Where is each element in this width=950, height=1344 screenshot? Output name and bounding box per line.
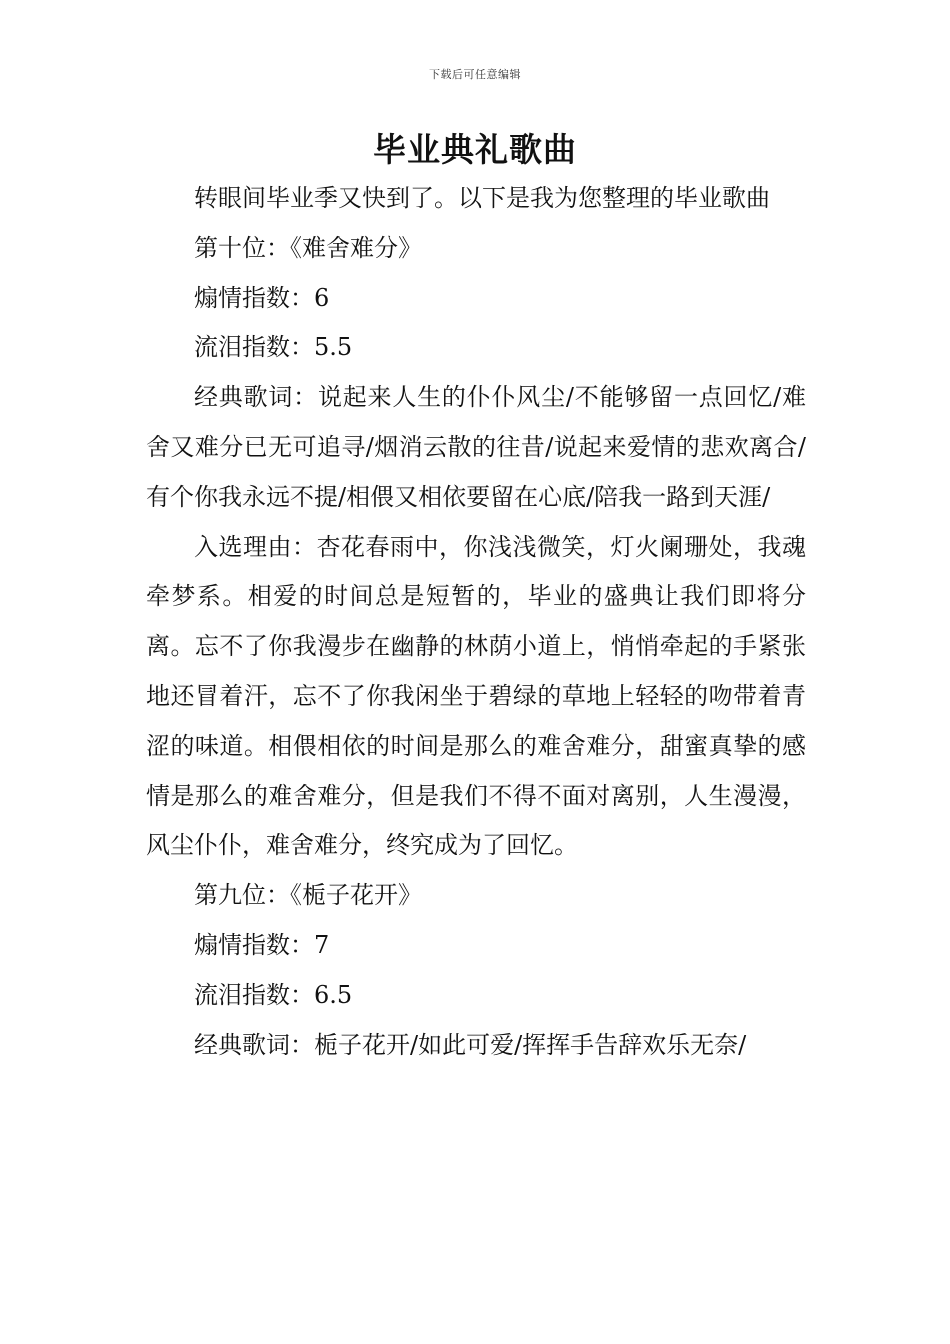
rank-9-tears-index: 流泪指数：6.5 <box>194 980 353 1009</box>
rank-10-reason: 入选理由：杏花春雨中，你浅浅微笑，灯火阑珊处，我魂牵梦系。相爱的时间总是短暂的，毕业的盛典让我们即将分离。忘不了你我漫步在幽静的林荫小道上，悄悄牵起的手紧张地还冒着汗，忘不了你我闲坐于碧绿的草地上轻轻的吻带着青涩的味道。相偎相依的时间是那么的难舍难分，甜蜜真挚的感情是那么的难舍难分，但是我们不得不面对离别，人生漫漫，风尘仆仆，难舍难分，终究成为了回忆。 <box>146 532 806 860</box>
header-note: 下载后可任意编辑 <box>429 68 521 81</box>
rank-9-heading: 第九位：《栀子花开》 <box>194 881 422 910</box>
document-title: 毕业典礼歌曲 <box>373 130 577 169</box>
intro-paragraph: 转眼间毕业季又快到了。以下是我为您整理的毕业歌曲 <box>194 184 770 212</box>
rank-10-emotion-index: 煽情指数：6 <box>194 283 330 312</box>
rank-10-lyrics: 经典歌词：说起来人生的仆仆风尘/不能够留一点回忆/难舍又难分已无可追寻/烟消云散的往昔/说起来爱情的悲欢离合/有个你我永远不提/相偎又相依要留在心底/陪我一路到天涯/ <box>146 383 806 511</box>
rank-10-tears-index: 流泪指数：5.5 <box>194 333 353 362</box>
rank-9-emotion-index: 煽情指数：7 <box>194 930 330 959</box>
rank-10-heading: 第十位：《难舍难分》 <box>194 233 422 262</box>
document-body <box>146 174 806 1070</box>
rank-9-lyrics: 经典歌词：栀子花开/如此可爱/挥挥手告辞欢乐无奈/ <box>194 1030 747 1059</box>
